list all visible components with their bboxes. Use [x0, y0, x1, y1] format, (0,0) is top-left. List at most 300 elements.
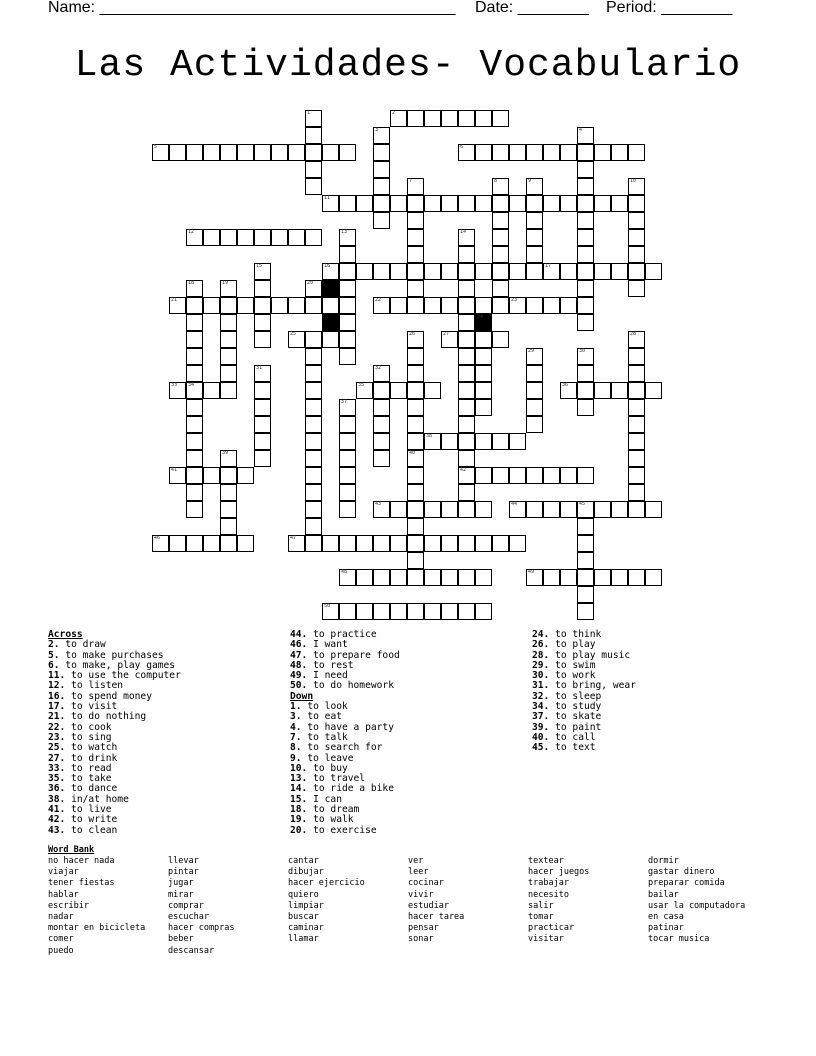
crossword-cell[interactable] [237, 297, 254, 314]
crossword-cell[interactable] [305, 280, 322, 297]
crossword-cell[interactable] [526, 297, 543, 314]
crossword-cell[interactable] [577, 280, 594, 297]
crossword-cell[interactable] [628, 263, 645, 280]
crossword-cell[interactable] [594, 195, 611, 212]
crossword-cell[interactable] [169, 467, 186, 484]
crossword-cell[interactable] [288, 144, 305, 161]
crossword-cell[interactable] [611, 501, 628, 518]
crossword-cell[interactable] [526, 195, 543, 212]
crossword-cell[interactable] [560, 382, 577, 399]
crossword-cell[interactable] [254, 331, 271, 348]
crossword-cell[interactable] [407, 433, 424, 450]
crossword-cell[interactable] [322, 297, 339, 314]
crossword-cell[interactable] [492, 331, 509, 348]
crossword-cell[interactable] [407, 348, 424, 365]
crossword-cell[interactable] [186, 399, 203, 416]
crossword-cell[interactable] [407, 501, 424, 518]
crossword-cell[interactable] [390, 382, 407, 399]
crossword-cell[interactable] [186, 433, 203, 450]
crossword-cell[interactable] [424, 382, 441, 399]
crossword-cell[interactable] [186, 314, 203, 331]
crossword-cell[interactable] [577, 144, 594, 161]
crossword-cell[interactable] [407, 195, 424, 212]
crossword-cell[interactable] [424, 535, 441, 552]
crossword-cell[interactable] [305, 450, 322, 467]
crossword-cell[interactable] [577, 382, 594, 399]
crossword-cell[interactable] [560, 467, 577, 484]
crossword-cell[interactable] [628, 569, 645, 586]
crossword-cell[interactable] [475, 501, 492, 518]
crossword-cell[interactable] [458, 535, 475, 552]
crossword-cell[interactable] [373, 433, 390, 450]
crossword-cell[interactable] [305, 535, 322, 552]
crossword-cell[interactable] [305, 416, 322, 433]
crossword-cell[interactable] [577, 195, 594, 212]
crossword-cell[interactable] [169, 535, 186, 552]
crossword-cell[interactable] [577, 127, 594, 144]
crossword-cell[interactable] [339, 331, 356, 348]
crossword-cell[interactable] [475, 399, 492, 416]
crossword-cell[interactable] [458, 433, 475, 450]
crossword-cell[interactable] [220, 467, 237, 484]
crossword-cell[interactable] [475, 365, 492, 382]
crossword-cell[interactable] [458, 110, 475, 127]
crossword-cell[interactable] [458, 501, 475, 518]
crossword-cell[interactable] [305, 161, 322, 178]
crossword-cell[interactable] [152, 144, 169, 161]
crossword-cell[interactable] [305, 144, 322, 161]
crossword-cell[interactable] [186, 535, 203, 552]
crossword-cell[interactable] [492, 467, 509, 484]
crossword-cell[interactable] [645, 501, 662, 518]
crossword-cell[interactable] [220, 297, 237, 314]
crossword-cell[interactable] [203, 297, 220, 314]
crossword-cell[interactable] [628, 484, 645, 501]
crossword-cell[interactable] [526, 416, 543, 433]
crossword-cell[interactable] [526, 246, 543, 263]
crossword-cell[interactable] [458, 144, 475, 161]
crossword-cell[interactable] [526, 501, 543, 518]
crossword-cell[interactable] [577, 535, 594, 552]
crossword-cell[interactable] [441, 195, 458, 212]
crossword-cell[interactable] [186, 501, 203, 518]
crossword-cell[interactable] [407, 178, 424, 195]
crossword-cell[interactable] [407, 280, 424, 297]
crossword-cell[interactable] [356, 603, 373, 620]
crossword-cell[interactable] [254, 382, 271, 399]
crossword-cell[interactable] [458, 603, 475, 620]
crossword-cell[interactable] [220, 229, 237, 246]
crossword-cell[interactable] [577, 603, 594, 620]
crossword-cell[interactable] [424, 603, 441, 620]
crossword-cell[interactable] [288, 535, 305, 552]
crossword-cell[interactable] [475, 144, 492, 161]
crossword-cell[interactable] [339, 535, 356, 552]
crossword-cell[interactable] [203, 535, 220, 552]
crossword-cell[interactable] [543, 263, 560, 280]
crossword-cell[interactable] [288, 331, 305, 348]
crossword-cell[interactable] [560, 569, 577, 586]
crossword-cell[interactable] [458, 297, 475, 314]
crossword-cell[interactable] [186, 348, 203, 365]
crossword-cell[interactable] [458, 314, 475, 331]
crossword-cell[interactable] [628, 365, 645, 382]
crossword-cell[interactable] [628, 246, 645, 263]
crossword-cell[interactable] [390, 263, 407, 280]
crossword-cell[interactable] [492, 110, 509, 127]
crossword-cell[interactable] [492, 229, 509, 246]
crossword-cell[interactable] [339, 484, 356, 501]
crossword-cell[interactable] [475, 110, 492, 127]
crossword-cell[interactable] [373, 365, 390, 382]
crossword-cell[interactable] [373, 450, 390, 467]
crossword-cell[interactable] [407, 569, 424, 586]
crossword-cell[interactable] [254, 416, 271, 433]
crossword-cell[interactable] [645, 263, 662, 280]
crossword-cell[interactable] [475, 569, 492, 586]
crossword-cell[interactable] [390, 535, 407, 552]
crossword-cell[interactable] [475, 382, 492, 399]
crossword-cell[interactable] [577, 212, 594, 229]
crossword-cell[interactable] [305, 348, 322, 365]
crossword-cell[interactable] [645, 382, 662, 399]
crossword-cell[interactable] [628, 144, 645, 161]
crossword-cell[interactable] [305, 365, 322, 382]
crossword-cell[interactable] [220, 501, 237, 518]
crossword-cell[interactable] [441, 331, 458, 348]
crossword-cell[interactable] [509, 535, 526, 552]
crossword-cell[interactable] [577, 246, 594, 263]
crossword-cell[interactable] [441, 297, 458, 314]
crossword-cell[interactable] [305, 467, 322, 484]
crossword-cell[interactable] [526, 467, 543, 484]
crossword-cell[interactable] [424, 297, 441, 314]
crossword-cell[interactable] [373, 144, 390, 161]
crossword-cell[interactable] [339, 348, 356, 365]
crossword-cell[interactable] [407, 467, 424, 484]
crossword-cell[interactable] [577, 467, 594, 484]
crossword-cell[interactable] [305, 229, 322, 246]
crossword-cell[interactable] [458, 246, 475, 263]
crossword-cell[interactable] [322, 195, 339, 212]
crossword-cell[interactable] [407, 331, 424, 348]
crossword-cell[interactable] [407, 416, 424, 433]
crossword-cell[interactable] [577, 314, 594, 331]
crossword-cell[interactable] [458, 195, 475, 212]
crossword-cell[interactable] [254, 433, 271, 450]
crossword-cell[interactable] [526, 144, 543, 161]
crossword-cell[interactable] [390, 195, 407, 212]
crossword-cell[interactable] [577, 348, 594, 365]
crossword-cell[interactable] [220, 365, 237, 382]
crossword-cell[interactable] [271, 144, 288, 161]
crossword-cell[interactable] [611, 195, 628, 212]
crossword-cell[interactable] [339, 229, 356, 246]
crossword-cell[interactable] [220, 382, 237, 399]
crossword-cell[interactable] [424, 569, 441, 586]
crossword-cell[interactable] [390, 110, 407, 127]
crossword-cell[interactable] [254, 399, 271, 416]
crossword-cell[interactable] [339, 314, 356, 331]
crossword-cell[interactable] [254, 229, 271, 246]
crossword-cell[interactable] [373, 212, 390, 229]
crossword-cell[interactable] [475, 467, 492, 484]
crossword-cell[interactable] [407, 212, 424, 229]
crossword-cell[interactable] [594, 569, 611, 586]
crossword-cell[interactable] [577, 518, 594, 535]
crossword-cell[interactable] [543, 467, 560, 484]
crossword-cell[interactable] [254, 297, 271, 314]
crossword-cell[interactable] [305, 518, 322, 535]
crossword-cell[interactable] [526, 348, 543, 365]
crossword-cell[interactable] [611, 569, 628, 586]
crossword-cell[interactable] [373, 382, 390, 399]
crossword-cell[interactable] [339, 399, 356, 416]
crossword-cell[interactable] [407, 365, 424, 382]
crossword-cell[interactable] [492, 178, 509, 195]
crossword-cell[interactable] [628, 450, 645, 467]
crossword-cell[interactable] [458, 399, 475, 416]
crossword-cell[interactable] [577, 501, 594, 518]
crossword-cell[interactable] [492, 144, 509, 161]
crossword-cell[interactable] [203, 467, 220, 484]
crossword-cell[interactable] [407, 382, 424, 399]
crossword-cell[interactable] [373, 569, 390, 586]
crossword-cell[interactable] [577, 569, 594, 586]
crossword-cell[interactable] [475, 348, 492, 365]
crossword-cell[interactable] [475, 433, 492, 450]
crossword-cell[interactable] [186, 416, 203, 433]
crossword-cell[interactable] [441, 569, 458, 586]
crossword-cell[interactable] [628, 212, 645, 229]
crossword-cell[interactable] [305, 433, 322, 450]
crossword-cell[interactable] [543, 144, 560, 161]
crossword-cell[interactable] [407, 450, 424, 467]
crossword-cell[interactable] [356, 535, 373, 552]
crossword-cell[interactable] [237, 467, 254, 484]
crossword-cell[interactable] [220, 348, 237, 365]
crossword-cell[interactable] [577, 552, 594, 569]
crossword-cell[interactable] [458, 348, 475, 365]
crossword-cell[interactable] [509, 501, 526, 518]
crossword-cell[interactable] [407, 246, 424, 263]
crossword-cell[interactable] [458, 569, 475, 586]
crossword-cell[interactable] [560, 297, 577, 314]
crossword-cell[interactable] [322, 263, 339, 280]
crossword-cell[interactable] [220, 518, 237, 535]
crossword-cell[interactable] [492, 263, 509, 280]
crossword-cell[interactable] [526, 365, 543, 382]
crossword-cell[interactable] [339, 450, 356, 467]
crossword-cell[interactable] [220, 535, 237, 552]
crossword-cell[interactable] [475, 297, 492, 314]
crossword-cell[interactable] [220, 450, 237, 467]
crossword-cell[interactable] [526, 569, 543, 586]
crossword-cell[interactable] [220, 484, 237, 501]
crossword-cell[interactable] [560, 501, 577, 518]
crossword-cell[interactable] [322, 144, 339, 161]
crossword-cell[interactable] [509, 467, 526, 484]
crossword-cell[interactable] [305, 399, 322, 416]
crossword-cell[interactable] [186, 144, 203, 161]
crossword-cell[interactable] [407, 110, 424, 127]
crossword-cell[interactable] [254, 450, 271, 467]
crossword-cell[interactable] [407, 603, 424, 620]
crossword-cell[interactable] [628, 399, 645, 416]
crossword-cell[interactable] [594, 501, 611, 518]
crossword-cell[interactable] [339, 195, 356, 212]
crossword-cell[interactable] [220, 144, 237, 161]
crossword-cell[interactable] [577, 365, 594, 382]
crossword-cell[interactable] [339, 246, 356, 263]
crossword-cell[interactable] [220, 280, 237, 297]
crossword-cell[interactable] [509, 433, 526, 450]
crossword-cell[interactable] [373, 603, 390, 620]
crossword-cell[interactable] [305, 501, 322, 518]
crossword-cell[interactable] [356, 263, 373, 280]
crossword-cell[interactable] [475, 195, 492, 212]
crossword-cell[interactable] [441, 501, 458, 518]
crossword-cell[interactable] [492, 246, 509, 263]
crossword-cell[interactable] [339, 144, 356, 161]
crossword-cell[interactable] [526, 382, 543, 399]
crossword-cell[interactable] [526, 178, 543, 195]
crossword-cell[interactable] [475, 263, 492, 280]
crossword-cell[interactable] [441, 603, 458, 620]
crossword-cell[interactable] [424, 195, 441, 212]
crossword-cell[interactable] [407, 535, 424, 552]
crossword-cell[interactable] [186, 382, 203, 399]
crossword-cell[interactable] [305, 127, 322, 144]
crossword-cell[interactable] [458, 280, 475, 297]
crossword-cell[interactable] [339, 416, 356, 433]
crossword-cell[interactable] [339, 263, 356, 280]
crossword-cell[interactable] [288, 297, 305, 314]
crossword-cell[interactable] [356, 569, 373, 586]
crossword-cell[interactable] [628, 467, 645, 484]
crossword-cell[interactable] [407, 399, 424, 416]
crossword-cell[interactable] [509, 195, 526, 212]
crossword-cell[interactable] [458, 467, 475, 484]
crossword-cell[interactable] [305, 110, 322, 127]
crossword-cell[interactable] [407, 484, 424, 501]
crossword-cell[interactable] [492, 280, 509, 297]
crossword-cell[interactable] [271, 229, 288, 246]
crossword-cell[interactable] [492, 433, 509, 450]
crossword-cell[interactable] [594, 382, 611, 399]
crossword-cell[interactable] [458, 263, 475, 280]
crossword-cell[interactable] [594, 263, 611, 280]
crossword-cell[interactable] [339, 603, 356, 620]
crossword-cell[interactable] [424, 263, 441, 280]
crossword-cell[interactable] [628, 178, 645, 195]
crossword-cell[interactable] [475, 331, 492, 348]
crossword-cell[interactable] [526, 212, 543, 229]
crossword-cell[interactable] [203, 382, 220, 399]
crossword-cell[interactable] [186, 450, 203, 467]
crossword-cell[interactable] [220, 314, 237, 331]
crossword-cell[interactable] [560, 263, 577, 280]
crossword-cell[interactable] [305, 331, 322, 348]
crossword-cell[interactable] [373, 535, 390, 552]
crossword-cell[interactable] [424, 501, 441, 518]
crossword-cell[interactable] [169, 144, 186, 161]
crossword-cell[interactable] [458, 365, 475, 382]
crossword-cell[interactable] [628, 382, 645, 399]
crossword-cell[interactable] [322, 331, 339, 348]
crossword-cell[interactable] [254, 365, 271, 382]
crossword-cell[interactable] [373, 161, 390, 178]
crossword-cell[interactable] [475, 603, 492, 620]
crossword-cell[interactable] [339, 280, 356, 297]
crossword-cell[interactable] [254, 263, 271, 280]
crossword-cell[interactable] [577, 297, 594, 314]
crossword-cell[interactable] [390, 501, 407, 518]
crossword-cell[interactable] [424, 433, 441, 450]
crossword-cell[interactable] [611, 263, 628, 280]
crossword-cell[interactable] [492, 535, 509, 552]
crossword-cell[interactable] [441, 263, 458, 280]
crossword-cell[interactable] [509, 297, 526, 314]
crossword-cell[interactable] [526, 263, 543, 280]
crossword-cell[interactable] [305, 178, 322, 195]
crossword-cell[interactable] [628, 195, 645, 212]
crossword-cell[interactable] [254, 280, 271, 297]
crossword-cell[interactable] [203, 144, 220, 161]
crossword-cell[interactable] [441, 535, 458, 552]
crossword-cell[interactable] [543, 195, 560, 212]
crossword-cell[interactable] [441, 433, 458, 450]
crossword-cell[interactable] [458, 331, 475, 348]
crossword-cell[interactable] [577, 229, 594, 246]
crossword-cell[interactable] [220, 331, 237, 348]
crossword-cell[interactable] [543, 297, 560, 314]
crossword-cell[interactable] [509, 144, 526, 161]
crossword-cell[interactable] [628, 433, 645, 450]
crossword-cell[interactable] [577, 399, 594, 416]
name-field[interactable]: Name: ________________________________________ [48, 0, 456, 16]
crossword-cell[interactable] [407, 552, 424, 569]
crossword-cell[interactable] [373, 501, 390, 518]
date-field[interactable]: Date: ________ [475, 0, 589, 16]
crossword-cell[interactable] [509, 263, 526, 280]
crossword-cell[interactable] [577, 178, 594, 195]
crossword-cell[interactable] [611, 144, 628, 161]
crossword-cell[interactable] [373, 178, 390, 195]
crossword-cell[interactable] [373, 127, 390, 144]
crossword-cell[interactable] [288, 229, 305, 246]
crossword-cell[interactable] [628, 501, 645, 518]
crossword-cell[interactable] [577, 263, 594, 280]
crossword-cell[interactable] [339, 433, 356, 450]
crossword-cell[interactable] [611, 382, 628, 399]
crossword-cell[interactable] [305, 297, 322, 314]
crossword-cell[interactable] [373, 399, 390, 416]
crossword-cell[interactable] [458, 450, 475, 467]
crossword-cell[interactable] [373, 263, 390, 280]
crossword-cell[interactable] [560, 195, 577, 212]
crossword-cell[interactable] [390, 569, 407, 586]
crossword-cell[interactable] [492, 297, 509, 314]
crossword-cell[interactable] [339, 501, 356, 518]
crossword-cell[interactable] [628, 280, 645, 297]
crossword-cell[interactable] [254, 144, 271, 161]
crossword-cell[interactable] [169, 382, 186, 399]
crossword-cell[interactable] [441, 110, 458, 127]
crossword-cell[interactable] [203, 229, 220, 246]
crossword-cell[interactable] [458, 484, 475, 501]
crossword-cell[interactable] [390, 603, 407, 620]
